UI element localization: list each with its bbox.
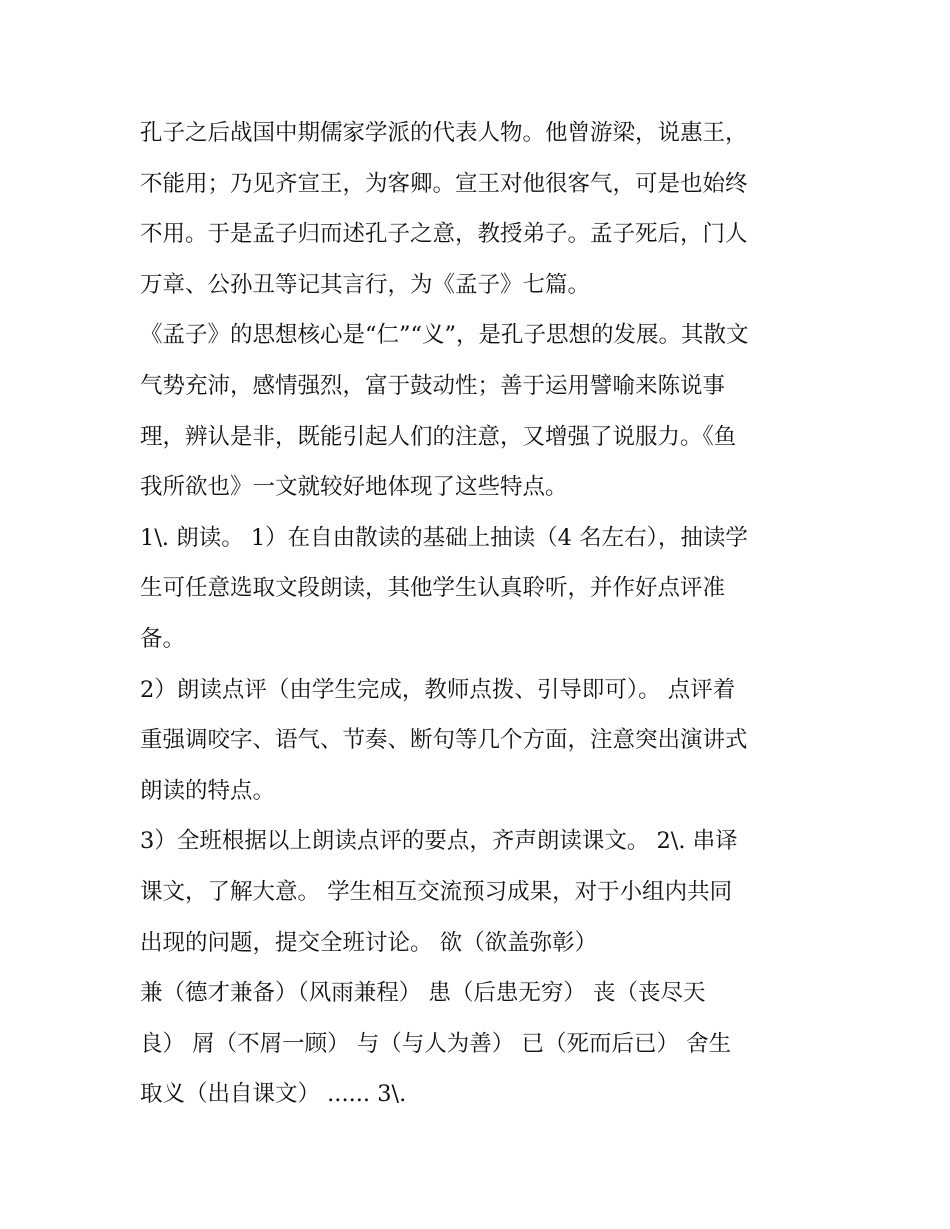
text-line: 良） 屑（不屑一顾） 与（与人为善） 已（死而后已） 舍生 <box>140 1030 732 1057</box>
text-line: 孔子之后战国中期儒家学派的代表人物。他曾游梁，说惠王， <box>140 120 748 146</box>
text-line: 我所欲也》一文就较好地体现了这些特点。 <box>140 474 568 501</box>
text-line: 万章、公孙丑等记其言行，为《孟子》七篇。 <box>140 271 591 298</box>
text-line: 出现的问题，提交全班讨论。 欲（欲盖弥彰） <box>140 929 598 956</box>
text-line: 3）全班根据以上朗读点评的要点，齐声朗读课文。 2\. 串译 <box>140 828 738 855</box>
text-line: 兼（德才兼备）（风雨兼程） 患（后患无穷） 丧（丧尽天 <box>140 980 706 1007</box>
text-line: 备。 <box>140 625 186 652</box>
text-line: 生可任意选取文段朗读，其他学生认真聆听，并作好点评准 <box>140 575 726 602</box>
text-line: 不用。于是孟子归而述孔子之意，教授弟子。孟子死后，门人 <box>140 221 748 248</box>
body-text <box>140 108 830 1120</box>
text-line: 气势充沛，感情强烈，富于鼓动性；善于运用譬喻来陈说事 <box>140 372 726 399</box>
text-line: 理，辨认是非，既能引起人们的注意，又增强了说服力。《鱼 <box>140 423 737 450</box>
text-line: 2）朗读点评（由学生完成，教师点拨、引导即可）。 点评着 <box>140 676 736 703</box>
text-line: 重强调咬字、语气、节奏、断句等几个方面，注意突出演讲式 <box>140 727 748 754</box>
text-line: 取义（出自课文） ...... 3\. <box>140 1081 407 1108</box>
text-line: 朗读的特点。 <box>140 777 276 804</box>
text-line: 不能用；乃见齐宣王，为客卿。宣王对他很客气，可是也始终 <box>140 170 748 197</box>
text-line: 课文，了解大意。 学生相互交流预习成果，对于小组内共同 <box>140 878 733 905</box>
text-line: 《孟子》的思想核心是“仁”“义”，是孔子思想的发展。其散文 <box>140 322 749 349</box>
text-line: 1\. 朗读。 1）在自由散读的基础上抽读（4 名左右），抽读学 <box>140 524 748 551</box>
